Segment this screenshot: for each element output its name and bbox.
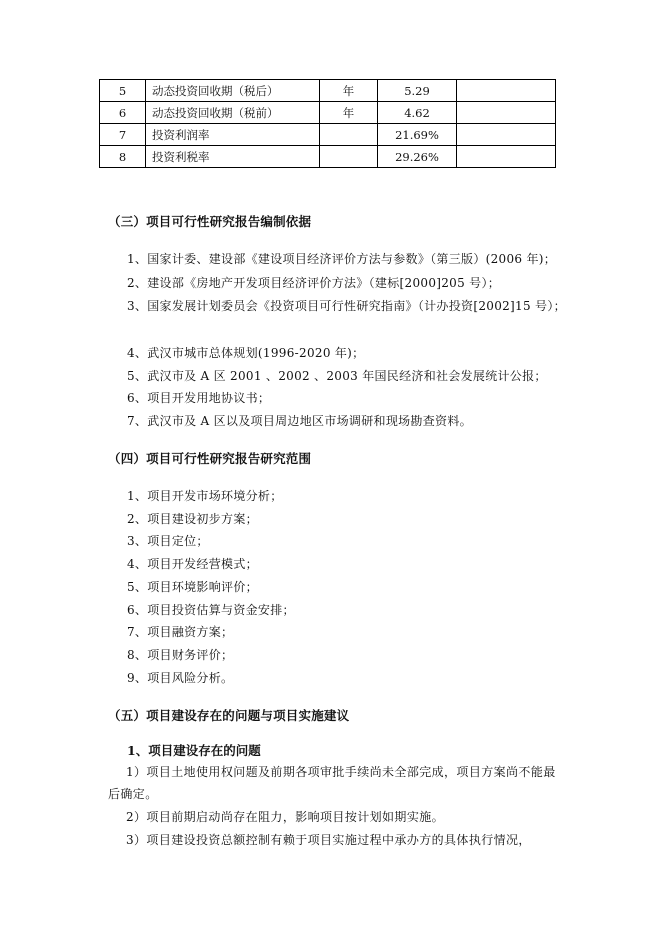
paragraph-text: 3）项目建设投资总额控制有赖于项目实施过程中承办方的具体执行情况， [126, 833, 531, 847]
row-number: 7 [100, 124, 146, 146]
list-item: 5、武汉市及 A 区 2001 、2002 、2003 年国民经济和社会发展统计公报； [127, 369, 547, 383]
list-item: 3、项目定位； [127, 534, 209, 548]
paragraph-text: 1）项目土地使用权问题及前期各项审批手续尚未全部完成，项目方案尚不能最后确定。 [108, 765, 556, 801]
list-item: 9、项目风险分析。 [127, 671, 234, 685]
row-number: 8 [100, 146, 146, 168]
indicator-remark [457, 124, 556, 146]
paragraph [108, 761, 560, 805]
list-item: 6、项目投资估算与资金安排； [127, 603, 295, 617]
indicator-remark [457, 102, 556, 124]
indicator-value: 29.26% [378, 146, 457, 168]
subsection-heading: 1、项目建设存在的问题 [127, 743, 261, 758]
list-item: 4、武汉市城市总体规划(1996-2020 年)； [127, 346, 365, 360]
table-row [100, 80, 556, 102]
list-item: 1、项目开发市场环境分析； [127, 489, 283, 503]
list-item: 2、项目建设初步方案； [127, 512, 258, 526]
financial-indicators-table [99, 79, 556, 168]
list-item: 2、建设部《房地产开发项目经济评价方法》（建标[2000]205 号）； [127, 276, 501, 290]
paragraph [108, 829, 560, 851]
list-item: 3、国家发展计划委员会《投资项目可行性研究指南》（计办投资[2002]15 号）； [127, 299, 566, 313]
indicator-unit [320, 124, 378, 146]
paragraph [108, 806, 560, 828]
row-number: 5 [100, 80, 146, 102]
indicator-unit: 年 [320, 102, 378, 124]
indicator-name: 投资利税率 [146, 146, 320, 168]
list-item: 7、项目融资方案； [127, 625, 234, 639]
paragraph-text: 2）项目前期启动尚存在阻力，影响项目按计划如期实施。 [126, 810, 445, 824]
section-3-heading: （三）项目可行性研究报告编制依据 [108, 214, 312, 229]
indicator-value: 5.29 [378, 80, 457, 102]
list-item: 1、国家计委、建设部《建设项目经济评价方法与参数》（第三版）(2006 年)； [127, 252, 557, 266]
table-row [100, 124, 556, 146]
section-4-heading: （四）项目可行性研究报告研究范围 [108, 451, 312, 466]
indicator-value: 21.69% [378, 124, 457, 146]
indicator-name: 动态投资回收期（税后） [146, 80, 320, 102]
indicator-remark [457, 80, 556, 102]
list-item: 7、武汉市及 A 区以及项目周边地区市场调研和现场勘查资料。 [127, 414, 472, 428]
table-row [100, 146, 556, 168]
row-number: 6 [100, 102, 146, 124]
list-item: 6、项目开发用地协议书； [127, 391, 271, 405]
list-item: 8、项目财务评价； [127, 648, 234, 662]
indicator-name: 动态投资回收期（税前） [146, 102, 320, 124]
list-item: 4、项目开发经营模式； [127, 557, 258, 571]
indicator-value: 4.62 [378, 102, 457, 124]
indicator-remark [457, 146, 556, 168]
list-item: 5、项目环境影响评价； [127, 580, 258, 594]
indicator-unit: 年 [320, 80, 378, 102]
section-5-heading: （五）项目建设存在的问题与项目实施建议 [108, 708, 350, 723]
table-row [100, 102, 556, 124]
indicator-unit [320, 146, 378, 168]
indicator-name: 投资利润率 [146, 124, 320, 146]
